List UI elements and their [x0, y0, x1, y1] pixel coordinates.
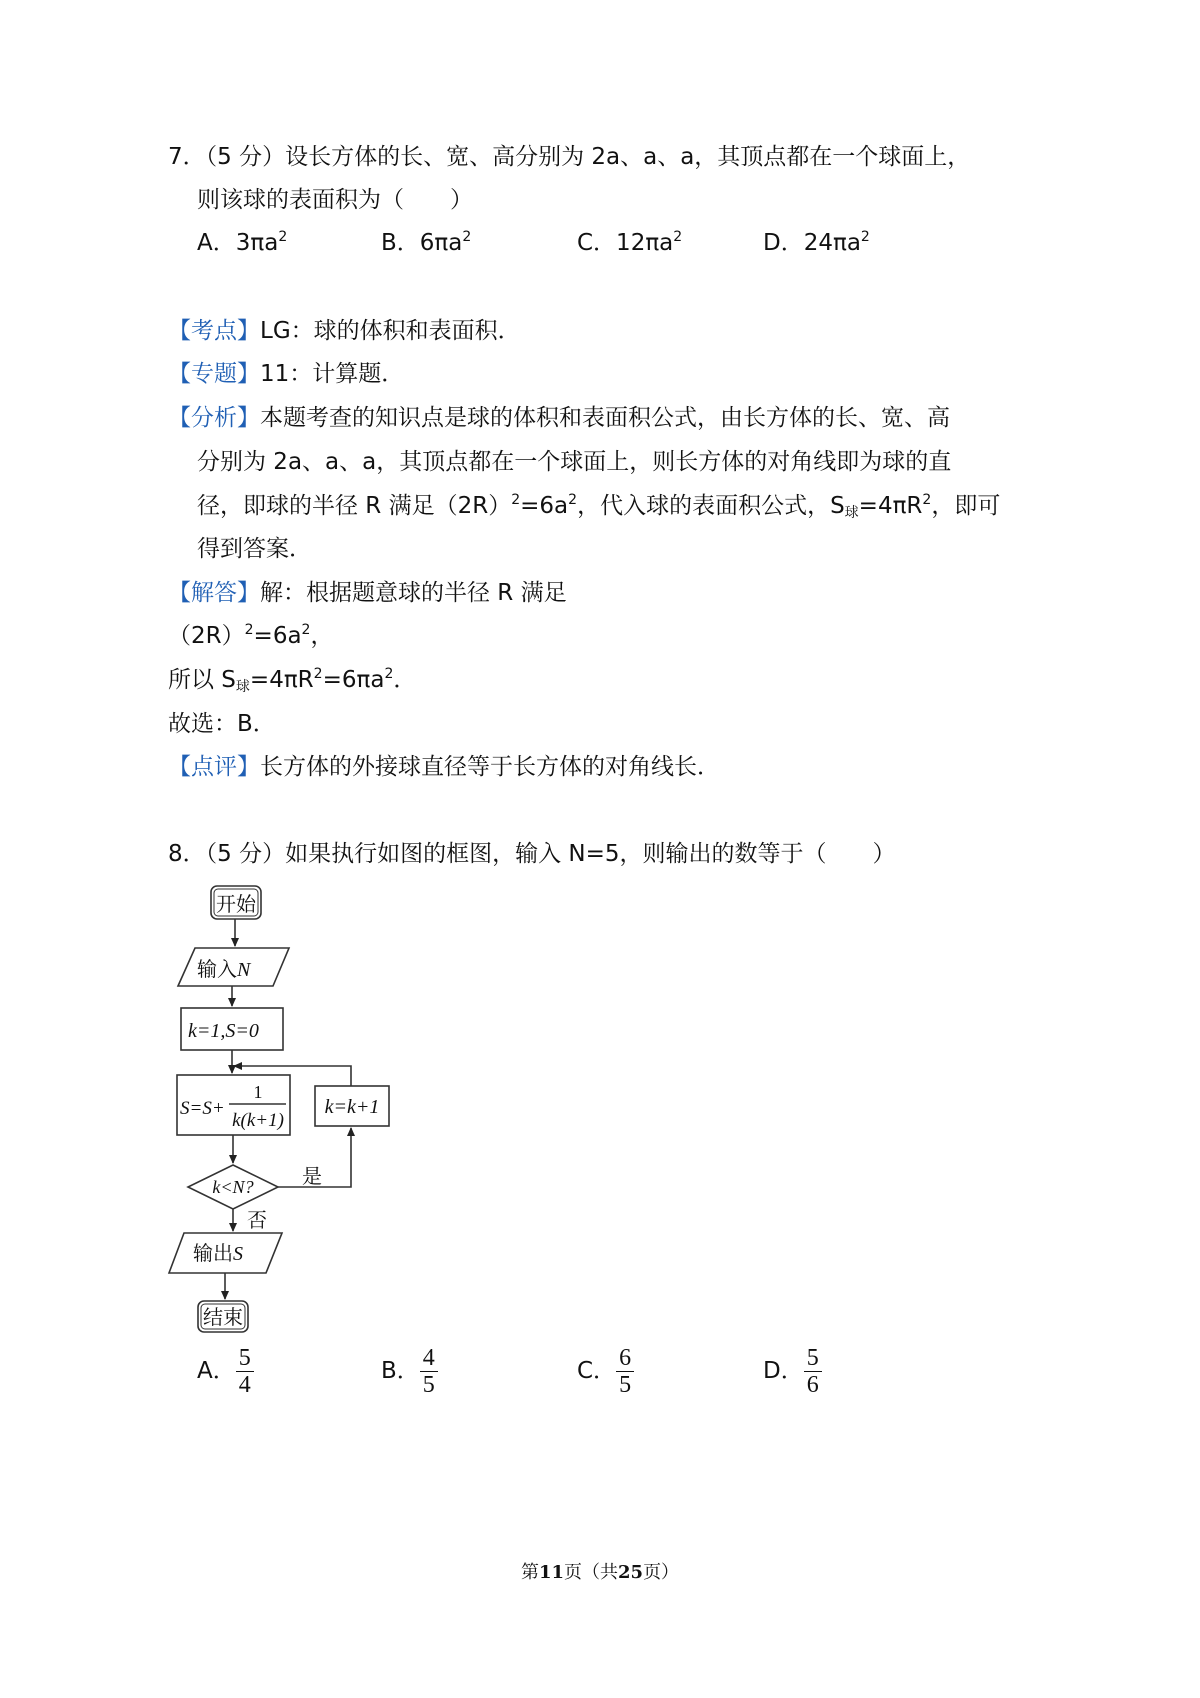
q8-stem-line1: 8．（5 分）如果执行如图的框图，输入 N=5，则输出的数等于（ ） — [168, 841, 896, 867]
q8-option-b: B． $\frac{4}{5}$ — [381, 1345, 438, 1398]
q8-option-a-fraction: $\frac{5}{4}$ — [236, 1345, 254, 1398]
flow-update-denominator: k(k+1) — [232, 1110, 284, 1131]
zhuanti-line: 【专题】11：计算题． — [168, 361, 405, 387]
flow-update-numerator: 1 — [253, 1082, 263, 1102]
flow-end-label: 结束 — [203, 1305, 243, 1329]
zhuanti-tag: 【专题】 — [168, 361, 260, 387]
q8-option-d: D． $\frac{5}{6}$ — [763, 1345, 822, 1398]
fenxi-line1: 【分析】本题考查的知识点是球的体积和表面积公式，由长方体的长、宽、高 — [168, 405, 950, 431]
flow-condition-label: k<N? — [212, 1177, 254, 1197]
q7-option-b: B．$6\pi a^2$ — [381, 229, 472, 256]
q7-option-c: C．$12\pi a^2$ — [577, 229, 683, 256]
q7-option-d: D．$24\pi a^2$ — [763, 229, 870, 256]
flow-no-label: 否 — [247, 1208, 267, 1232]
flow-start-label: 开始 — [216, 892, 256, 916]
solution-line1: $(2R)^2=6a^2$， — [168, 622, 334, 649]
q8-option-c-fraction: $\frac{6}{5}$ — [616, 1345, 634, 1398]
flow-update-lhs: S=S+ — [180, 1098, 225, 1119]
flow-output-label: 输出S — [193, 1241, 243, 1265]
fenxi-line4: 得到答案． — [197, 536, 312, 562]
q7-stem-line1: 7．（5 分）设长方体的长、宽、高分别为 2a、a、a，其顶点都在一个球面上， — [168, 144, 971, 170]
flow-yes-label: 是 — [302, 1164, 322, 1188]
q8-option-b-fraction: $\frac{4}{5}$ — [420, 1345, 438, 1398]
jieda-tag: 【解答】 — [168, 580, 260, 606]
kaodian-line: 【考点】LG：球的体积和表面积． — [168, 318, 521, 344]
fenxi-line3: 径，即球的半径 R 满足$(2R)^2=6a^2$，代入球的表面积公式，$S_球=4\pi R^2$，即可 — [197, 492, 1001, 521]
q8-option-d-fraction: $\frac{5}{6}$ — [804, 1345, 822, 1398]
page-total: 25 — [618, 1562, 644, 1583]
flow-input-label: 输入N — [197, 957, 251, 981]
jieda-line: 【解答】解：根据题意球的半径 R 满足 — [168, 580, 567, 606]
q7-option-a: A．$3\pi a^2$ — [197, 229, 288, 256]
flow-increment-label: k=k+1 — [324, 1096, 380, 1118]
solution-line2: 所以 $S_球=4\pi R^2=6\pi a^2$． — [168, 666, 417, 695]
choice-line: 故选：B． — [168, 711, 276, 737]
kaodian-tag: 【考点】 — [168, 318, 260, 344]
q7-stem-line2: 则该球的表面积为（ ） — [197, 187, 473, 213]
flow-init-label: k=1,S=0 — [188, 1020, 259, 1042]
page-number: 11 — [538, 1562, 564, 1583]
page-footer: 第11页（共25页） — [520, 1562, 680, 1583]
dianping-tag: 【点评】 — [168, 754, 260, 780]
q8-option-c: C． $\frac{6}{5}$ — [577, 1345, 634, 1398]
fenxi-tag: 【分析】 — [168, 405, 260, 431]
q8-option-a: A． $\frac{5}{4}$ — [197, 1345, 254, 1398]
dianping-line: 【点评】长方体的外接球直径等于长方体的对角线长． — [168, 754, 720, 780]
fenxi-line2: 分别为 2a、a、a，其顶点都在一个球面上，则长方体的对角线即为球的直 — [197, 449, 952, 475]
